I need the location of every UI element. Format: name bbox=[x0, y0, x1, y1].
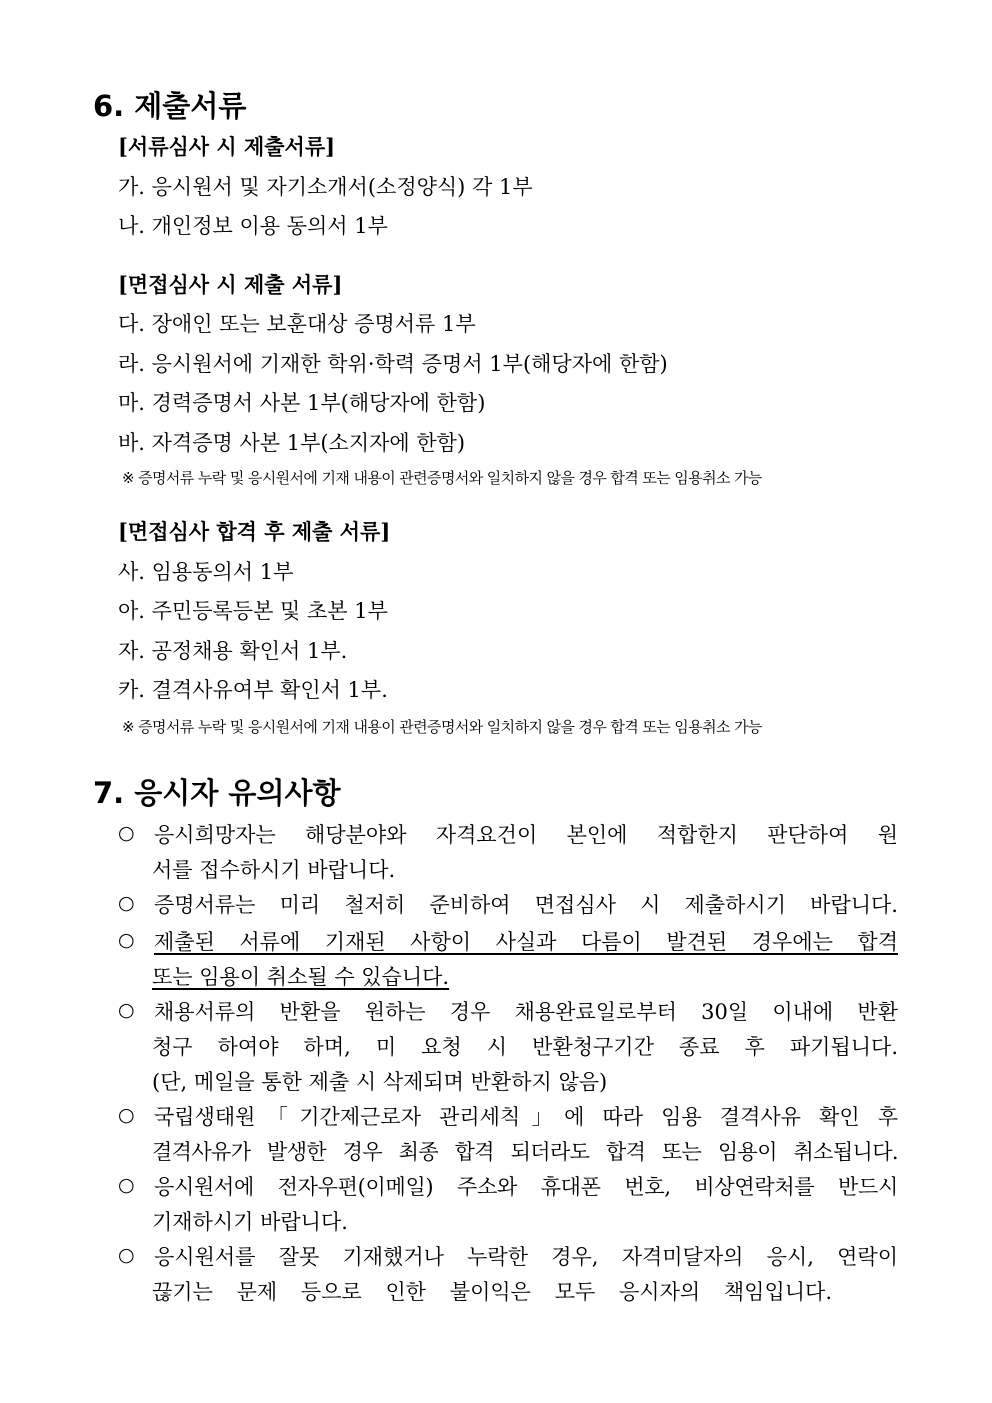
bullet-line: 청구 하여야 하며, 미 요청 시 반환청구기간 종료 후 파기됩니다. bbox=[152, 1035, 898, 1059]
bullet-line bbox=[152, 960, 896, 995]
after-interview-note: ※ 증명서류 누락 및 응시원서에 기재 내용이 관련증명서와 일치하지 않을 경우 합격 또는 임용취소 가능 bbox=[122, 718, 762, 736]
bullet-line: 국립생태원「기간제근로자 관리세칙」에 따라 임용 결격사유 확인 후 bbox=[154, 1105, 898, 1129]
after-interview-item: 카. 결격사유여부 확인서 1부. bbox=[118, 678, 388, 702]
bullet-line: 끊기는 문제 등으로 인한 불이익은 모두 응시자의 책임입니다. bbox=[152, 1280, 832, 1304]
doc-review-item: 나. 개인정보 이용 동의서 1부 bbox=[118, 214, 388, 238]
interview-item: 다. 장애인 또는 보훈대상 증명서류 1부 bbox=[118, 312, 476, 336]
bullet-circle-icon: ○ bbox=[118, 1104, 135, 1126]
bullet-circle-icon: ○ bbox=[118, 999, 135, 1021]
bullet-line: 응시원서에 전자우편(이메일) 주소와 휴대폰 번호, 비상연락처를 반드시 bbox=[154, 1175, 898, 1199]
after-interview-heading: [면접심사 합격 후 제출 서류] bbox=[118, 519, 391, 544]
doc-review-item: 가. 응시원서 및 자기소개서(소정양식) 각 1부 bbox=[118, 175, 533, 199]
section-7-title: 7. 응시자 유의사항 bbox=[93, 776, 341, 810]
bullet-circle-icon: ○ bbox=[118, 929, 135, 951]
bullet-line: 채용서류의 반환을 원하는 경우 채용완료일로부터 30일 이내에 반환 bbox=[154, 1000, 898, 1024]
bullet-line: 결격사유가 발생한 경우 최종 합격 되더라도 합격 또는 임용이 취소됩니다. bbox=[152, 1140, 898, 1164]
interview-item: 바. 자격증명 사본 1부(소지자에 한함) bbox=[118, 431, 466, 455]
bullet-line: (단, 메일을 통한 제출 시 삭제되며 반환하지 않음) bbox=[152, 1070, 608, 1094]
bullet-circle-icon: ○ bbox=[118, 1244, 135, 1266]
interview-heading: [면접심사 시 제출 서류] bbox=[118, 272, 343, 297]
interview-item: 마. 경력증명서 사본 1부(해당자에 한함) bbox=[118, 391, 486, 415]
bullet-line: 응시원서를 잘못 기재했거나 누락한 경우, 자격미달자의 응시, 연락이 bbox=[154, 1245, 898, 1269]
bullet-line-underlined: 또는 임용이 취소될 수 있습니다. bbox=[152, 965, 450, 989]
bullet-line: 서를 접수하시기 바랍니다. bbox=[152, 858, 396, 882]
bullet-line: 제출된 서류에 기재된 사항이 사실과 다름이 발견된 경우에는 합격 bbox=[154, 930, 898, 954]
interview-note: ※ 증명서류 누락 및 응시원서에 기재 내용이 관련증명서와 일치하지 않을 경우 합격 또는 임용취소 가능 bbox=[122, 469, 762, 487]
bullet-circle-icon: ○ bbox=[118, 822, 135, 844]
section-6-title: 6. 제출서류 bbox=[93, 89, 247, 123]
bullet-circle-icon: ○ bbox=[118, 892, 135, 914]
bullet-line: 기재하시기 바랍니다. bbox=[152, 1210, 348, 1234]
bullet-line: 증명서류는 미리 철저히 준비하여 면접심사 시 제출하시기 바랍니다. bbox=[154, 893, 898, 917]
after-interview-item: 자. 공정채용 확인서 1부. bbox=[118, 639, 348, 663]
interview-item: 라. 응시원서에 기재한 학위·학력 증명서 1부(해당자에 한함) bbox=[118, 352, 668, 376]
bullet-circle-icon: ○ bbox=[118, 1174, 135, 1196]
doc-review-heading: [서류심사 시 제출서류] bbox=[118, 134, 336, 159]
bullet-line: 응시희망자는 해당분야와 자격요건이 본인에 적합한지 판단하여 원 bbox=[154, 823, 898, 847]
after-interview-item: 사. 임용동의서 1부 bbox=[118, 560, 294, 584]
after-interview-item: 아. 주민등록등본 및 초본 1부 bbox=[118, 599, 388, 623]
